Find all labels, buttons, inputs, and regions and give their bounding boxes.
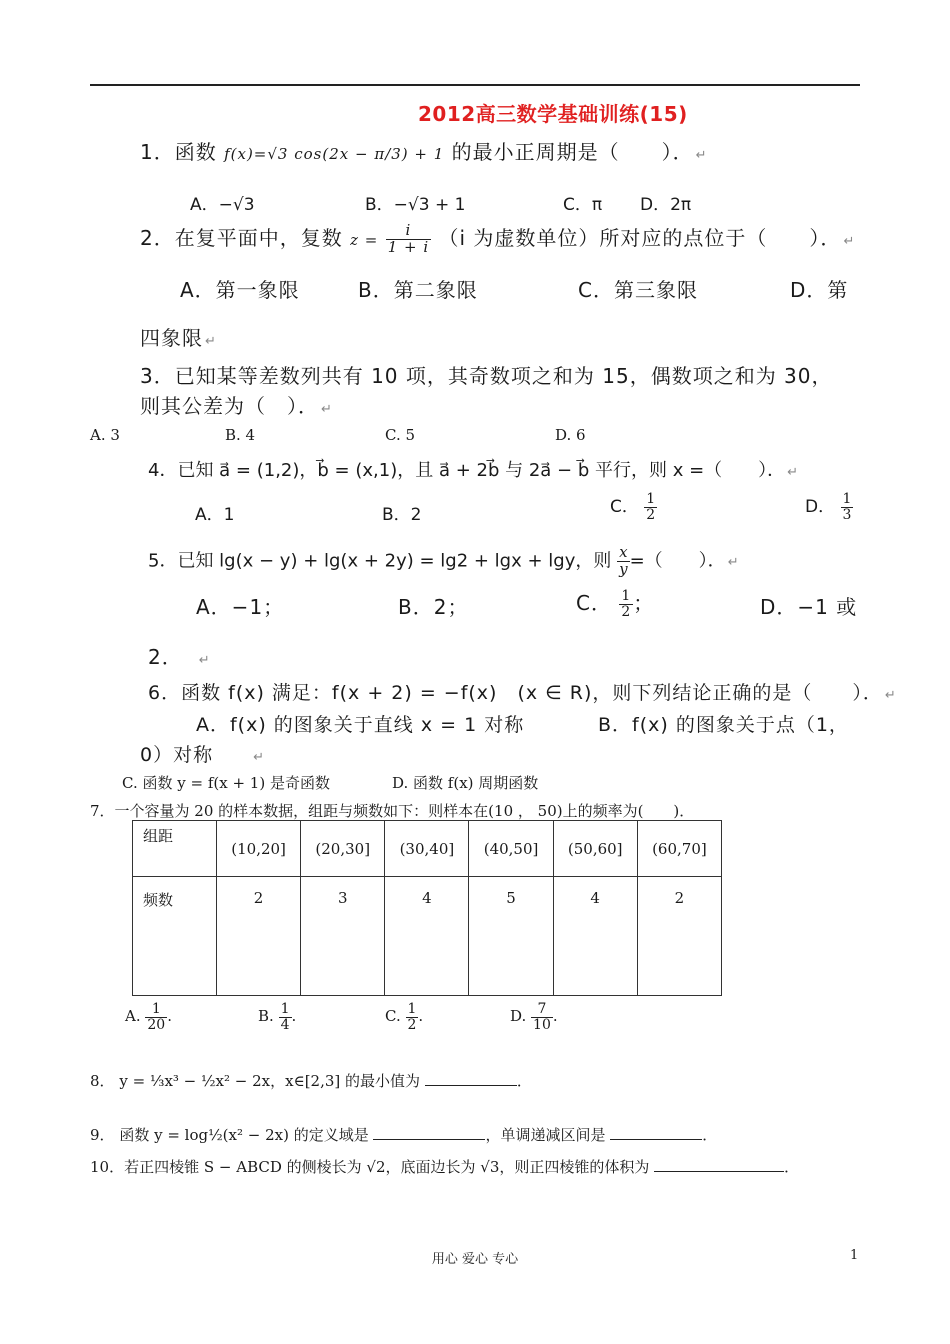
table-cell: (40,50] — [469, 821, 553, 877]
option-fraction — [531, 1002, 553, 1032]
q1-option-a: A．−√3 — [190, 195, 255, 215]
table-cell: 4 — [385, 877, 469, 996]
table-row-label: 组距 — [133, 821, 217, 877]
q1-option-b: B．−√3 + 1 — [365, 195, 466, 215]
q9-number: 9． — [90, 1126, 115, 1144]
frac-den: y — [619, 559, 628, 578]
q5-wrap-text: 2． — [148, 645, 183, 669]
q5-option-d: D．−1 或 — [760, 595, 858, 619]
question-7: 7．一个容量为 20 的样本数据，组距与频数如下：则样本在(10 ， 50)上的频率为( )． — [90, 802, 695, 820]
q4-option-c — [610, 492, 657, 522]
question-6 — [148, 678, 897, 705]
table-cell: (60,70] — [637, 821, 721, 877]
answer-blank[interactable] — [654, 1157, 784, 1172]
answer-blank[interactable] — [610, 1125, 702, 1140]
question-8 — [90, 1070, 532, 1091]
q2-wrap-text: 四象限 — [140, 326, 203, 350]
q1-lead: 函数 — [174, 140, 217, 164]
q4-option-a: A．1 — [195, 505, 235, 525]
answer-blank[interactable] — [373, 1125, 485, 1140]
frac-den: 2 — [646, 506, 656, 523]
frequency-table — [132, 820, 722, 996]
return-mark-icon: ↵ — [843, 234, 856, 249]
q6-wrap — [140, 740, 265, 767]
q1-option-d: D．2π — [640, 195, 692, 215]
frac-num: 1 — [280, 1001, 290, 1017]
q2-wrap — [140, 322, 217, 351]
q3-line-2-text: 则其公差为（ ）． — [140, 394, 319, 418]
q1-tail: 的最小正周期是（ ）． — [451, 140, 694, 164]
q4-option-d-fraction — [841, 492, 854, 522]
q5-text: 已知 lg(x − y) + lg(x + 2y) = lg2 + lgx + lgy，则 — [177, 550, 612, 572]
page-title: 2012高三数学基础训练(15) — [418, 102, 688, 126]
q5-option-c — [576, 587, 654, 620]
q2-option-c: C．第三象限 — [578, 278, 698, 302]
frac-den: 10 — [533, 1016, 551, 1033]
q6-wrap-text: 0）对称 — [140, 744, 214, 766]
table-cell: 4 — [553, 877, 637, 996]
table-cell: (30,40] — [385, 821, 469, 877]
frac-den: 20 — [147, 1016, 166, 1033]
option-fraction — [279, 1002, 292, 1032]
q8-text: y = ⅓x³ − ½x² − 2x，x∈[2,3] 的最小值为 — [119, 1072, 421, 1090]
q5-option-c-label: C． — [576, 591, 612, 615]
q1-expression: f(x)=√3 cos(2x − π/3) + 1 — [224, 145, 445, 163]
page-number: 1 — [850, 1248, 859, 1263]
q5-tail: =（ ）． — [629, 550, 726, 572]
return-mark-icon: ↵ — [787, 465, 799, 480]
q4-number: 4． — [148, 460, 178, 481]
return-mark-icon: ↵ — [205, 334, 217, 349]
q6-number: 6． — [148, 682, 182, 704]
question-5 — [148, 545, 739, 578]
table-cell: 3 — [301, 877, 385, 996]
q2-tail: （i 为虚数单位）所对应的点位于（ ）． — [438, 226, 842, 250]
question-1 — [140, 136, 708, 165]
frac-num: 1 — [646, 491, 656, 507]
q1-number: 1． — [140, 140, 175, 164]
q5-option-c-fraction — [619, 589, 633, 619]
q5-fraction — [617, 545, 629, 578]
frac-den: 4 — [280, 1016, 290, 1033]
option-label: D. — [510, 1007, 527, 1026]
q10-text: 若正四棱锥 S − ABCD 的侧棱长为 √2，底面边长为 √3，则正四棱锥的体积为 — [124, 1158, 650, 1176]
option-label: A. — [125, 1007, 141, 1026]
q4-text: 已知 a⃗ = (1,2)，b⃗ = (x,1)，且 a⃗ + 2b⃗ 与 2a⃗ − b⃗ 平行，则 x =（ ）． — [177, 460, 786, 481]
q3-option-b: B. 4 — [225, 426, 256, 444]
table-cell: 2 — [637, 877, 721, 996]
q6-option-d: D. 函数 f(x) 周期函数 — [392, 774, 539, 792]
q10-tail: ． — [784, 1158, 800, 1176]
q3-option-d: D. 6 — [555, 426, 586, 444]
page-footer: 用心 爱心 专心 — [431, 1252, 519, 1267]
question-2 — [140, 222, 855, 256]
q6-option-c: C. 函数 y = f(x + 1) 是奇函数 — [122, 774, 330, 792]
return-mark-icon: ↵ — [198, 653, 211, 668]
q6-option-a: A．f(x) 的图象关于直线 x = 1 对称 — [196, 714, 525, 736]
q7-option-b: B. $\frac{1}{4}$ . — [258, 1001, 297, 1033]
table-cell: 5 — [469, 877, 553, 996]
question-10 — [90, 1156, 799, 1177]
q10-number: 10． — [90, 1158, 125, 1176]
q9-mid: ，单调递减区间是 — [485, 1126, 606, 1144]
frac-num: x — [617, 545, 629, 562]
return-mark-icon: ↵ — [695, 148, 708, 163]
q7-option-c: C. $\frac{1}{2}$ . — [385, 1001, 424, 1033]
q8-tail: ． — [516, 1072, 532, 1090]
q3-option-c: C. 5 — [385, 426, 416, 444]
q4-option-d-label: D． — [805, 497, 836, 518]
frac-num: 1 — [621, 588, 632, 605]
q5-option-c-tail: ； — [633, 591, 655, 615]
q1-option-c: C．π — [563, 195, 603, 215]
table-row-label: 频数 — [133, 877, 217, 996]
q3-option-a: A. 3 — [90, 426, 120, 444]
q7-option-d: D. $\frac{7}{10}$ . — [510, 1001, 558, 1033]
q4-option-c-fraction — [644, 492, 657, 522]
header-rule — [90, 84, 860, 86]
option-fraction — [145, 1002, 167, 1032]
q5-number: 5． — [148, 550, 178, 572]
q2-option-b: B．第二象限 — [358, 278, 478, 302]
q4-option-d — [805, 492, 853, 522]
option-fraction — [406, 1002, 419, 1032]
frac-num: 1 — [407, 1001, 417, 1017]
table-row — [133, 877, 722, 996]
frac-den: 2 — [407, 1016, 417, 1033]
q2-frac-den: 1 + i — [387, 238, 430, 256]
q4-option-c-label: C． — [610, 497, 639, 518]
q2-frac-num: i — [386, 223, 431, 240]
q7-option-a: A. $\frac{1}{20}$ . — [125, 1001, 172, 1033]
table-cell: (50,60] — [553, 821, 637, 877]
q2-fraction — [386, 223, 431, 256]
q9-tail: ． — [702, 1126, 718, 1144]
return-mark-icon: ↵ — [253, 750, 265, 765]
return-mark-icon: ↵ — [727, 555, 739, 571]
answer-blank[interactable] — [425, 1071, 517, 1086]
question-9 — [90, 1124, 717, 1145]
q3-line-1: 3．已知某等差数列共有 10 项，其奇数项之和为 15，偶数项之和为 30， — [140, 364, 833, 388]
return-mark-icon: ↵ — [321, 402, 333, 417]
q9-text: 函数 y = log½(x² − 2x) 的定义域是 — [119, 1126, 369, 1144]
frac-num: 7 — [531, 1002, 553, 1018]
table-row — [133, 821, 722, 877]
q2-option-d: D．第 — [790, 278, 849, 302]
q2-option-a: A．第一象限 — [180, 278, 300, 302]
return-mark-icon: ↵ — [884, 688, 897, 703]
table-cell: 2 — [217, 877, 301, 996]
question-4 — [148, 456, 798, 482]
q4-option-b: B．2 — [382, 505, 422, 525]
q6-option-b: B．f(x) 的图象关于点（1， — [598, 714, 849, 736]
q2-number: 2． — [140, 226, 175, 250]
frac-den: 3 — [842, 506, 852, 523]
frac-den: 2 — [621, 604, 632, 620]
option-label: C. — [385, 1007, 401, 1026]
q5-option-b: B．2； — [398, 595, 469, 619]
q2-lead: 在复平面中，复数 — [174, 226, 343, 250]
q6-text: 函数 f(x) 满足：f(x + 2) = −f(x) (x ∈ R)，则下列结论正确的是（ ）． — [181, 682, 883, 704]
frac-num: 1 — [842, 491, 852, 507]
table-cell: (10,20] — [217, 821, 301, 877]
option-label: B. — [258, 1007, 274, 1026]
table-cell: (20,30] — [301, 821, 385, 877]
q2-lhs: z = — [350, 231, 379, 249]
q5-wrap — [148, 641, 211, 670]
q5-option-a: A．−1； — [196, 595, 285, 619]
q8-number: 8． — [90, 1072, 115, 1090]
q3-line-2 — [140, 390, 333, 419]
frac-num: 1 — [145, 1002, 167, 1018]
